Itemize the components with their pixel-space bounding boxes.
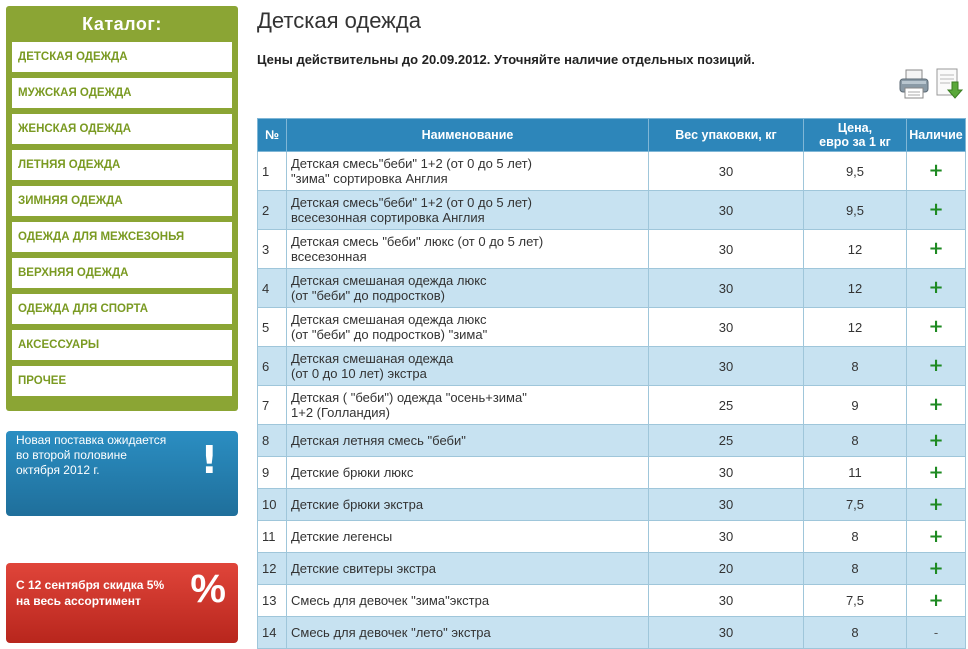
row-availability [907,489,966,521]
available-plus-icon: + [928,160,944,181]
row-weight: 30 [649,230,804,269]
available-plus-icon: + [928,525,944,547]
row-availability [907,308,966,347]
row-number: 7 [258,386,287,425]
row-availability [907,617,966,649]
row-name: Детские брюки экстра [287,489,649,521]
name-line: Детская ( "беби") одежда "осень+зима" [291,390,527,405]
row-price: 9,5 [804,191,907,230]
table-row [258,553,966,585]
row-weight: 25 [649,425,804,457]
row-weight: 20 [649,553,804,585]
available-plus-icon: + [928,238,944,259]
table-row [258,386,966,425]
sidebar-item-womens-clothing[interactable]: ЖЕНСКАЯ ОДЕЖДА [12,114,232,144]
row-number: 9 [258,457,287,489]
row-price: 7,5 [804,585,907,617]
name-line: Детская смесь"беби" 1+2 (от 0 до 5 лет) [291,156,532,171]
row-number: 10 [258,489,287,521]
sidebar-item-mens-clothing[interactable]: МУЖСКАЯ ОДЕЖДА [12,78,232,108]
row-price: 9 [804,386,907,425]
price-validity-note: Цены действительны до 20.09.2012. Уточняйте наличие отдельных позиций. [257,52,755,67]
available-plus-icon: + [928,394,944,415]
table-row [258,457,966,489]
notice-line: во второй половине [16,448,127,462]
percent-icon: % [190,567,226,611]
available-plus-icon: + [928,199,944,220]
row-weight: 30 [649,191,804,230]
name-line: всесезонная [291,249,367,264]
row-availability [907,152,966,191]
column-header-number: № [258,119,287,152]
sidebar-item-other[interactable]: ПРОЧЕЕ [12,366,232,396]
unavailable-dash-icon: - [933,625,939,640]
download-icon[interactable] [934,68,964,100]
name-line: Детская смешаная одежда люкс [291,273,487,288]
promo-line: на весь ассортимент [16,594,141,608]
row-name [287,191,649,230]
name-line: (от "беби" до подростков) [291,288,445,303]
table-row [258,489,966,521]
name-line: (от "беби" до подростков) "зима" [291,327,488,342]
row-price: 11 [804,457,907,489]
row-number: 4 [258,269,287,308]
row-price: 8 [804,617,907,649]
row-name: Смесь для девочек "лето" экстра [287,617,649,649]
row-number: 8 [258,425,287,457]
name-line: Детская смешаная одежда [291,351,454,366]
row-weight: 30 [649,489,804,521]
row-number: 12 [258,553,287,585]
row-price: 7,5 [804,489,907,521]
sidebar-item-accessories[interactable]: АКСЕССУАРЫ [12,330,232,360]
row-number: 1 [258,152,287,191]
name-line: Детская смесь "беби" люкс (от 0 до 5 лет) [291,234,544,249]
discount-promo[interactable] [6,563,238,643]
table-row [258,191,966,230]
column-header-weight: Вес упаковки, кг [649,119,804,152]
row-number: 11 [258,521,287,553]
promo-line: С 12 сентября скидка 5% [16,578,165,592]
row-name: Детские легенсы [287,521,649,553]
exclamation-icon: ! [200,438,218,482]
sidebar-item-sportswear[interactable]: ОДЕЖДА ДЛЯ СПОРТА [12,294,232,324]
row-availability [907,347,966,386]
table-row [258,617,966,649]
row-weight: 30 [649,521,804,553]
available-plus-icon: + [928,277,944,298]
row-name: Смесь для девочек "зима"экстра [287,585,649,617]
name-line: 1+2 (Голландия) [291,405,390,420]
row-weight: 25 [649,386,804,425]
delivery-notice [6,431,238,516]
printer-icon[interactable] [898,68,928,100]
catalog-sidebar [6,6,238,411]
sidebar-item-outerwear[interactable]: ВЕРХНЯЯ ОДЕЖДА [12,258,232,288]
row-price: 12 [804,269,907,308]
table-row [258,230,966,269]
row-number: 5 [258,308,287,347]
row-price: 12 [804,230,907,269]
row-availability [907,425,966,457]
row-price: 9,5 [804,152,907,191]
sidebar-item-offseason-clothing[interactable]: ОДЕЖДА ДЛЯ МЕЖСЕЗОНЬЯ [12,222,232,252]
available-plus-icon: + [928,557,944,579]
available-plus-icon: + [928,461,944,483]
row-availability [907,191,966,230]
available-plus-icon: + [928,429,944,451]
row-weight: 30 [649,617,804,649]
row-name [287,347,649,386]
price-table [257,118,966,649]
sidebar-item-summer-clothing[interactable]: ЛЕТНЯЯ ОДЕЖДА [12,150,232,180]
available-plus-icon: + [928,316,944,337]
notice-line: октября 2012 г. [16,463,100,477]
column-header-name: Наименование [287,119,649,152]
row-name [287,308,649,347]
row-number: 2 [258,191,287,230]
row-weight: 30 [649,152,804,191]
row-availability [907,230,966,269]
row-number: 3 [258,230,287,269]
sidebar-item-kids-clothing[interactable]: ДЕТСКАЯ ОДЕЖДА [12,42,232,72]
row-price: 8 [804,347,907,386]
row-weight: 30 [649,347,804,386]
row-price: 8 [804,521,907,553]
table-row [258,308,966,347]
row-price: 8 [804,553,907,585]
available-plus-icon: + [928,589,944,611]
catalog-title: Каталог: [82,14,162,34]
row-availability [907,521,966,553]
available-plus-icon: + [928,493,944,515]
table-row [258,269,966,308]
name-line: "зима" сортировка Англия [291,171,448,186]
row-availability [907,386,966,425]
row-name: Детская летняя смесь "беби" [287,425,649,457]
name-line: (от 0 до 10 лет) экстра [291,366,427,381]
row-name [287,152,649,191]
name-line: Детская смесь"беби" 1+2 (от 0 до 5 лет) [291,195,532,210]
row-price: 12 [804,308,907,347]
row-availability [907,585,966,617]
row-availability [907,269,966,308]
available-plus-icon: + [928,355,944,376]
row-name [287,230,649,269]
row-number: 14 [258,617,287,649]
row-weight: 30 [649,269,804,308]
table-header-row [258,119,966,152]
notice-line: Новая поставка ожидается [16,433,167,447]
name-line: всесезонная сортировка Англия [291,210,485,225]
row-weight: 30 [649,457,804,489]
row-name [287,269,649,308]
row-price: 8 [804,425,907,457]
column-header-availability: Наличие [907,119,966,152]
table-row [258,152,966,191]
page-title: Детская одежда [257,8,421,33]
price-header-line: евро за 1 кг [819,135,891,149]
column-header-price [804,119,907,152]
table-row [258,521,966,553]
sidebar-item-winter-clothing[interactable]: ЗИМНЯЯ ОДЕЖДА [12,186,232,216]
row-number: 6 [258,347,287,386]
row-availability [907,553,966,585]
price-header-line: Цена, [837,121,873,135]
table-row [258,425,966,457]
table-row [258,347,966,386]
row-weight: 30 [649,308,804,347]
row-availability [907,457,966,489]
name-line: Детская смешаная одежда люкс [291,312,487,327]
row-name: Детские брюки люкс [287,457,649,489]
table-row [258,585,966,617]
row-weight: 30 [649,585,804,617]
row-number: 13 [258,585,287,617]
row-name: Детские свитеры экстра [287,553,649,585]
row-name [287,386,649,425]
